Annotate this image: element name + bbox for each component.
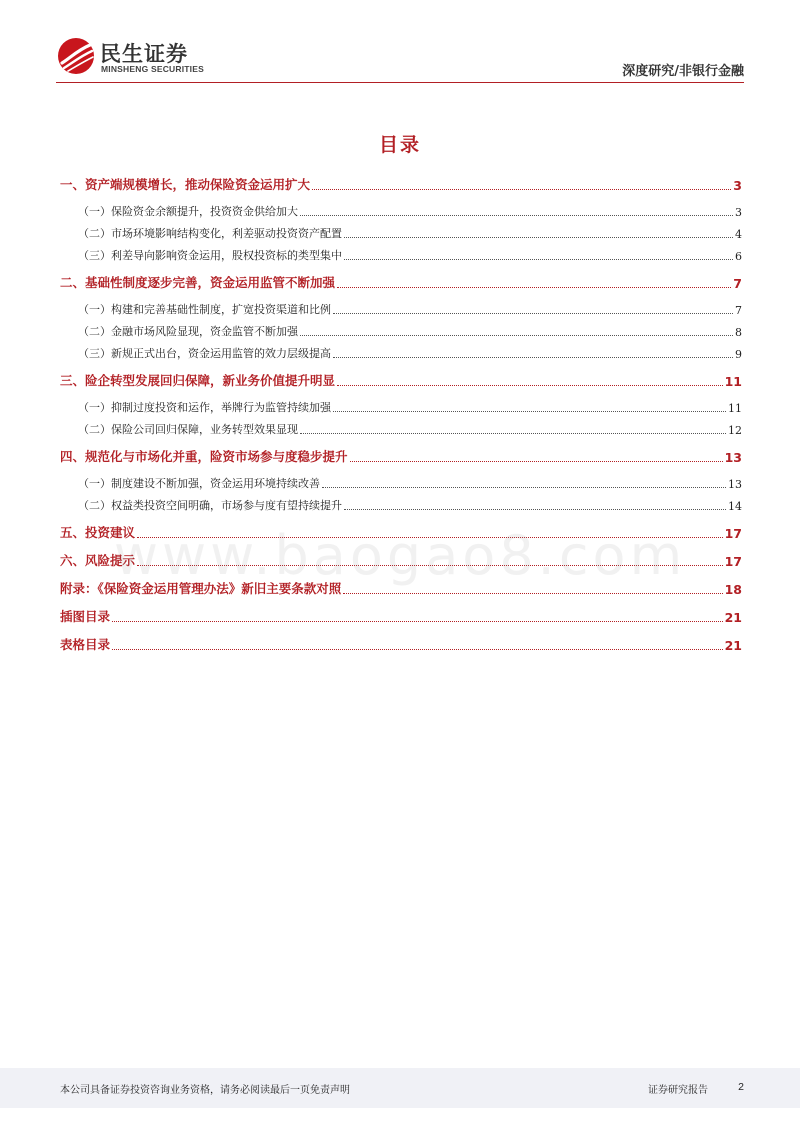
- toc-page-number: 11: [724, 374, 742, 389]
- toc-entry-title: 五、投资建议: [60, 525, 136, 540]
- toc-entry-title: （一）抑制过度投资和运作，举牌行为监管持续加强: [78, 401, 331, 414]
- company-logo: [56, 36, 206, 78]
- toc-leader-dots: [350, 461, 723, 462]
- toc-entry-title: （二）权益类投资空间明确，市场参与度有望持续提升: [78, 499, 342, 512]
- toc-subsection-link[interactable]: [60, 197, 742, 219]
- page-header: [0, 0, 800, 84]
- toc-page-number: 3: [735, 206, 742, 219]
- toc-subsection-link[interactable]: [60, 469, 742, 491]
- toc-section-link[interactable]: [60, 171, 742, 193]
- document-type-label: 深度研究/非银行金融: [622, 64, 744, 79]
- toc-page-number: 4: [735, 228, 742, 241]
- toc-leader-dots: [312, 189, 731, 190]
- toc-entry-title: 附录：《保险资金运用管理办法》新旧主要条款对照: [60, 581, 342, 596]
- toc-page-number: 11: [728, 402, 742, 415]
- toc-entry-title: 二、基础性制度逐步完善，资金运用监管不断加强: [60, 275, 336, 290]
- toc-entry-title: （二）金融市场风险显现，资金监管不断加强: [78, 325, 298, 338]
- toc-section-link[interactable]: [60, 603, 742, 625]
- toc-subsection-link[interactable]: [60, 393, 742, 415]
- toc-subsection-link[interactable]: [60, 415, 742, 437]
- toc-entry-title: 表格目录: [60, 637, 111, 652]
- watermark: www.baogao8.com: [113, 523, 687, 587]
- toc-leader-dots: [300, 335, 733, 336]
- toc-page-number: 21: [724, 638, 742, 653]
- toc-leader-dots: [112, 621, 723, 622]
- toc-leader-dots: [322, 487, 726, 488]
- toc-leader-dots: [333, 357, 733, 358]
- logo-mark-icon: [56, 36, 96, 76]
- toc-leader-dots: [300, 215, 733, 216]
- toc-entry-title: 六、风险提示: [60, 553, 136, 568]
- toc-entry-title: （二）市场环境影响结构变化，利差驱动投资资产配置: [78, 227, 342, 240]
- header-divider: [56, 82, 744, 83]
- toc-section-link[interactable]: [60, 269, 742, 291]
- toc-page-number: 3: [733, 178, 742, 193]
- toc-subsection-link[interactable]: [60, 295, 742, 317]
- footer-report-label: 证券研究报告: [648, 1085, 708, 1096]
- footer-disclaimer: 本公司具备证券投资咨询业务资格，请务必阅读最后一页免责声明: [60, 1085, 350, 1096]
- toc-leader-dots: [333, 411, 726, 412]
- toc-subsection-link[interactable]: [60, 339, 742, 361]
- toc-page-number: 18: [724, 582, 742, 597]
- toc-page-number: 17: [724, 526, 742, 541]
- toc-page-number: 7: [733, 276, 742, 291]
- toc-section-link[interactable]: [60, 367, 742, 389]
- toc-page-number: 13: [728, 478, 742, 491]
- toc-entry-title: （一）制度建设不断加强，资金运用环境持续改善: [78, 477, 320, 490]
- toc-entry-title: （一）构建和完善基础性制度，扩宽投资渠道和比例: [78, 303, 331, 316]
- toc-subsection-link[interactable]: [60, 219, 742, 241]
- toc-leader-dots: [343, 593, 722, 594]
- logo-chinese-name: 民生证券: [100, 42, 188, 66]
- toc-page-number: 12: [728, 424, 742, 437]
- toc-page-number: 7: [735, 304, 742, 317]
- logo-english-name: MINSHENG SECURITIES: [101, 64, 204, 74]
- toc-page-number: 8: [735, 326, 742, 339]
- toc-leader-dots: [300, 433, 726, 434]
- toc-page-number: 6: [735, 250, 742, 263]
- toc-leader-dots: [337, 385, 723, 386]
- toc-entry-title: （三）利差导向影响资金运用，股权投资标的类型集中: [78, 249, 342, 262]
- toc-page-number: 9: [735, 348, 742, 361]
- toc-entry-title: （三）新规正式出台，资金运用监管的效力层级提高: [78, 347, 331, 360]
- toc-subsection-link[interactable]: [60, 491, 742, 513]
- toc-subsection-link[interactable]: [60, 241, 742, 263]
- toc-section-link[interactable]: [60, 443, 742, 465]
- toc-page-number: 17: [724, 554, 742, 569]
- toc-entry-title: （二）保险公司回归保障，业务转型效果显现: [78, 423, 298, 436]
- toc-subsection-link[interactable]: [60, 317, 742, 339]
- toc-leader-dots: [112, 649, 723, 650]
- page-number: 2: [738, 1081, 744, 1093]
- toc-entry-title: 三、险企转型发展回归保障，新业务价值提升明显: [60, 373, 336, 388]
- toc-leader-dots: [333, 313, 733, 314]
- toc-leader-dots: [344, 259, 733, 260]
- toc-section-link[interactable]: [60, 631, 742, 653]
- toc-leader-dots: [344, 237, 733, 238]
- toc-entry-title: 一、资产端规模增长，推动保险资金运用扩大: [60, 177, 311, 192]
- toc-entry-title: 四、规范化与市场化并重，险资市场参与度稳步提升: [60, 449, 348, 464]
- toc-title: 目录: [378, 134, 421, 156]
- toc-page-number: 13: [724, 450, 742, 465]
- toc-page-number: 14: [728, 500, 742, 513]
- page-footer: [0, 1068, 800, 1108]
- toc-page-number: 21: [724, 610, 742, 625]
- toc-entry-title: 插图目录: [60, 609, 111, 624]
- toc-leader-dots: [337, 287, 731, 288]
- toc-leader-dots: [344, 509, 726, 510]
- toc-entry-title: （一）保险资金余额提升，投资资金供给加大: [78, 205, 298, 218]
